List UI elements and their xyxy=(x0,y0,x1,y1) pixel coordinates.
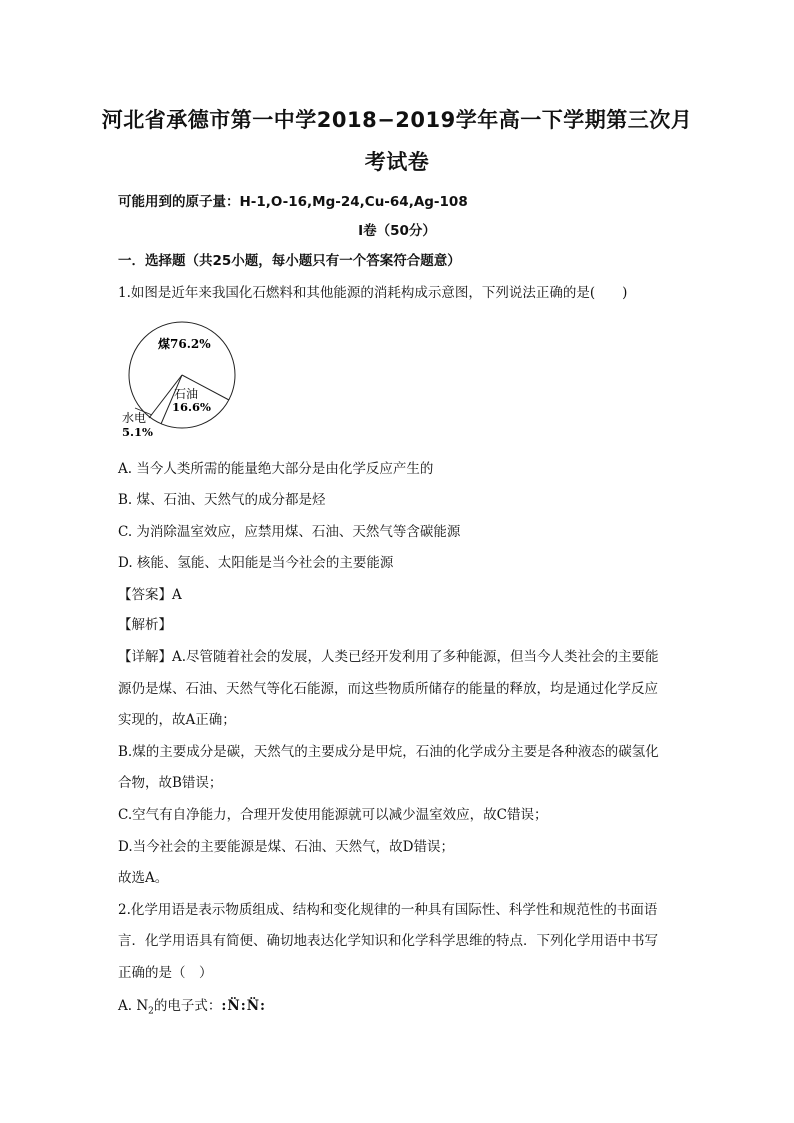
question-1-stem: 1.如图是近年来我国化石燃料和其他能源的消耗构成示意图，下列说法正确的是( ) xyxy=(118,285,628,301)
q1-option-b: B. 煤、石油、天然气的成分都是烃 xyxy=(118,492,326,508)
part-header: 一．选择题（共25小题，每小题只有一个答案符合题意） xyxy=(118,253,461,269)
q1-detail-line: B.煤的主要成分是碳，天然气的主要成分是甲烷，石油的化学成分主要是各种液态的碳氢化 xyxy=(118,744,659,760)
q1-detail-line: C.空气有自净能力，合理开发使用能源就可以减少温室效应，故C错误； xyxy=(118,807,548,823)
q2-option-a-suffix: 的电子式： xyxy=(153,998,222,1014)
q1-analysis-label: 【解析】 xyxy=(118,617,172,633)
pie-label-oil: 石油 xyxy=(174,387,199,401)
atomic-masses: 可能用到的原子量：H-1,O-16,Mg-24,Cu-64,Ag-108 xyxy=(118,194,468,210)
question-2-stem-line: 言．化学用语具有简便、确切地表达化学知识和化学科学思维的特点．下列化学用语中书写 xyxy=(118,933,658,949)
pie-value-oil: 16.6% xyxy=(172,400,211,414)
question-2-stem-line: 正确的是（ ） xyxy=(118,965,213,981)
pie-label-coal: 煤76.2% xyxy=(158,337,211,351)
pie-value-hydro: 5.1% xyxy=(122,425,153,439)
q1-answer: 【答案】A xyxy=(118,587,182,603)
q1-detail-line: 源仍是煤、石油、天然气等化石能源，而这些物质所储存的能量的释放，均是通过化学反应 xyxy=(118,681,658,697)
q1-detail-line: 故选A。 xyxy=(118,870,169,886)
q1-option-c: C. 为消除温室效应，应禁用煤、石油、天然气等含碳能源 xyxy=(118,524,461,540)
q2-option-a xyxy=(118,994,698,1017)
n2-electron-formula: :N̈:N̈: xyxy=(221,998,267,1014)
document-title-line2: 考试卷 xyxy=(364,150,430,174)
q1-option-d: D. 核能、氢能、太阳能是当今社会的主要能源 xyxy=(118,555,394,571)
q1-detail-line: D.当今社会的主要能源是煤、石油、天然气，故D错误； xyxy=(118,839,454,855)
q2-option-a-subscript: 2 xyxy=(148,1006,154,1017)
section-header: I卷（50分） xyxy=(358,223,436,239)
q1-detail-line: 【详解】A.尽管随着社会的发展，人类已经开发利用了多种能源，但当今人类社会的主要能 xyxy=(118,649,659,665)
q2-option-a-prefix: A. N xyxy=(118,998,149,1014)
q1-detail-line: 实现的，故A正确； xyxy=(118,712,236,728)
energy-pie-chart xyxy=(112,318,252,448)
pie-label-hydro: 水电 xyxy=(122,411,147,425)
q1-option-a: A. 当今人类所需的能量绝大部分是由化学反应产生的 xyxy=(118,461,434,477)
q1-detail-line: 合物，故B错误； xyxy=(118,775,223,791)
document-title-line1: 河北省承德市第一中学2018−2019学年高一下学期第三次月 xyxy=(101,108,693,132)
question-2-stem-line: 2.化学用语是表示物质组成、结构和变化规律的一种具有国际性、科学性和规范性的书面语 xyxy=(118,902,658,918)
